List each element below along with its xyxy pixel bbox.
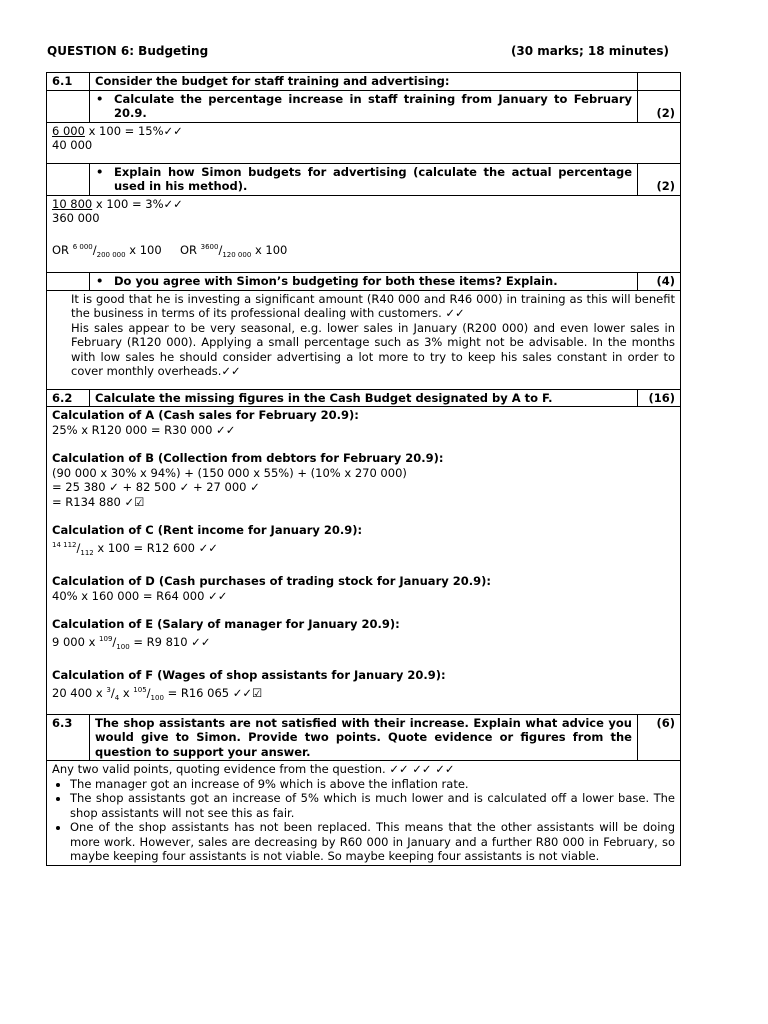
formula: x 100 = 15%✓✓ bbox=[84, 123, 183, 138]
alternative-formula: OR $^{6 000}/_{200 000}$ x 100 OR $^{3600}/_{120 000}$ x 100 bbox=[52, 242, 288, 259]
calc-heading: Calculation of F (Wages of shop assistants for January 20.9): bbox=[52, 668, 446, 683]
memo-table bbox=[46, 72, 681, 866]
calc-heading: Calculation of C (Rent income for January 20.9): bbox=[52, 523, 363, 538]
section-number: 6.2 bbox=[47, 389, 90, 407]
marks: (2) bbox=[638, 163, 681, 195]
calc-heading: Calculation of D (Cash purchases of trading stock for January 20.9): bbox=[52, 574, 491, 589]
row-6-1-a-question bbox=[47, 90, 681, 122]
list-item: • One of the shop assistants has not been replaced. This means that the other assistants will be doing more work. However, sales are decreasing by R60 000 in January and a further R80 000 in February, so maybe keeping four assistants is not viable. So maybe keeping four assistants is not viable. bbox=[70, 820, 675, 864]
calc-line: = 25 380 ✓ + 82 500 ✓ + 27 000 ✓ bbox=[52, 480, 260, 495]
answer-paragraph: It is good that he is investing a significant amount (R40 000 and R46 000) in training as this will benefit the business in terms of its professional dealing with customers. ✓✓ bbox=[71, 291, 675, 321]
denominator: 360 000 bbox=[52, 211, 100, 225]
row-6-2-answer bbox=[47, 407, 681, 714]
calc-line: 40% x 160 000 = R64 000 ✓✓ bbox=[52, 588, 228, 603]
bullet-icon: • bbox=[96, 164, 104, 179]
calc-line: 25% x R120 000 = R30 000 ✓✓ bbox=[52, 422, 236, 437]
calc-line: 20 400 x $^3/_4$ x $^{105}/_{100} = R16$ 065 ✓✓☑ bbox=[52, 685, 263, 702]
calc-heading: Calculation of B (Collection from debtors for February 20.9): bbox=[52, 451, 444, 466]
row-6-3-question bbox=[47, 714, 681, 761]
answer-intro: Any two valid points, quoting evidence from the question. ✓✓ ✓✓ ✓✓ bbox=[52, 762, 455, 776]
denominator: 40 000 bbox=[52, 138, 93, 152]
row-6-2-question bbox=[47, 389, 681, 407]
question-text: Calculate the missing figures in the Cash Budget designated by A to F. bbox=[90, 389, 638, 407]
numerator: 6 000 bbox=[52, 123, 85, 138]
row-6-1-b-answer bbox=[47, 195, 681, 273]
bullet-icon: • bbox=[96, 274, 104, 289]
question-text: Do you agree with Simon’s budgeting for both these items? Explain. bbox=[114, 274, 558, 289]
question-text: Calculate the percentage increase in staff training from January to February 20.9. bbox=[114, 91, 632, 120]
marks: (16) bbox=[638, 389, 681, 407]
calc-heading: Calculation of E (Salary of manager for January 20.9): bbox=[52, 617, 400, 632]
marks: (4) bbox=[638, 273, 681, 291]
question-title: QUESTION 6: Budgeting bbox=[47, 44, 209, 58]
list-item: • The manager got an increase of 9% which is above the inflation rate. bbox=[70, 777, 675, 792]
formula: x 100 = 3%✓✓ bbox=[92, 196, 183, 211]
answer-paragraph: His sales appear to be very seasonal, e.g. lower sales in January (R200 000) and even lower sales in February (R120 000). Applying a small percentage such as 3% might not be advisable. In the months with low sales he should consider advertising a lot more to try to keep his sales constant in order to cover monthly overheads.✓✓ bbox=[71, 320, 675, 379]
question-header bbox=[47, 44, 677, 58]
list-item: • The shop assistants got an increase of 5% which is much lower and is calculated off a lower base. The shop assistants will not see this as fair. bbox=[70, 791, 675, 820]
calc-line: = R134 880 ✓☑ bbox=[52, 494, 145, 509]
calc-line: (90 000 x 30% x 94%) + (150 000 x 55%) + (10% x 270 000) bbox=[52, 465, 407, 480]
row-6-1-a-answer bbox=[47, 122, 681, 163]
row-6-1-intro bbox=[47, 73, 681, 91]
section-number: 6.1 bbox=[47, 73, 90, 91]
calc-line: 9 000 x $^{109}/_{100} = R9$ 810 ✓✓ bbox=[52, 634, 211, 651]
marks: (2) bbox=[638, 90, 681, 122]
row-6-1-c-answer bbox=[47, 290, 681, 389]
question-text: The shop assistants are not satisfied with their increase. Explain what advice you would give to Simon. Provide two points. Quote evidence or figures from the question to support your answer. bbox=[90, 714, 638, 761]
question-text: Explain how Simon budgets for advertising (calculate the actual percentage used in his method). bbox=[114, 164, 632, 193]
row-6-3-answer bbox=[47, 761, 681, 866]
marks: (6) bbox=[638, 714, 681, 761]
calc-line: $^{14 112}/_{112}$ x 100 = R12 600 ✓✓ bbox=[52, 540, 218, 557]
bullet-icon: • bbox=[96, 91, 104, 106]
row-6-1-b-question bbox=[47, 163, 681, 195]
row-6-1-c-question bbox=[47, 273, 681, 291]
numerator: 10 800 bbox=[52, 196, 93, 211]
calc-heading: Calculation of A (Cash sales for February 20.9): bbox=[52, 408, 359, 423]
answer-points bbox=[52, 777, 675, 864]
question-marks: (30 marks; 18 minutes) bbox=[510, 44, 669, 58]
section-intro: Consider the budget for staff training and advertising: bbox=[90, 73, 638, 91]
section-number: 6.3 bbox=[47, 714, 90, 761]
